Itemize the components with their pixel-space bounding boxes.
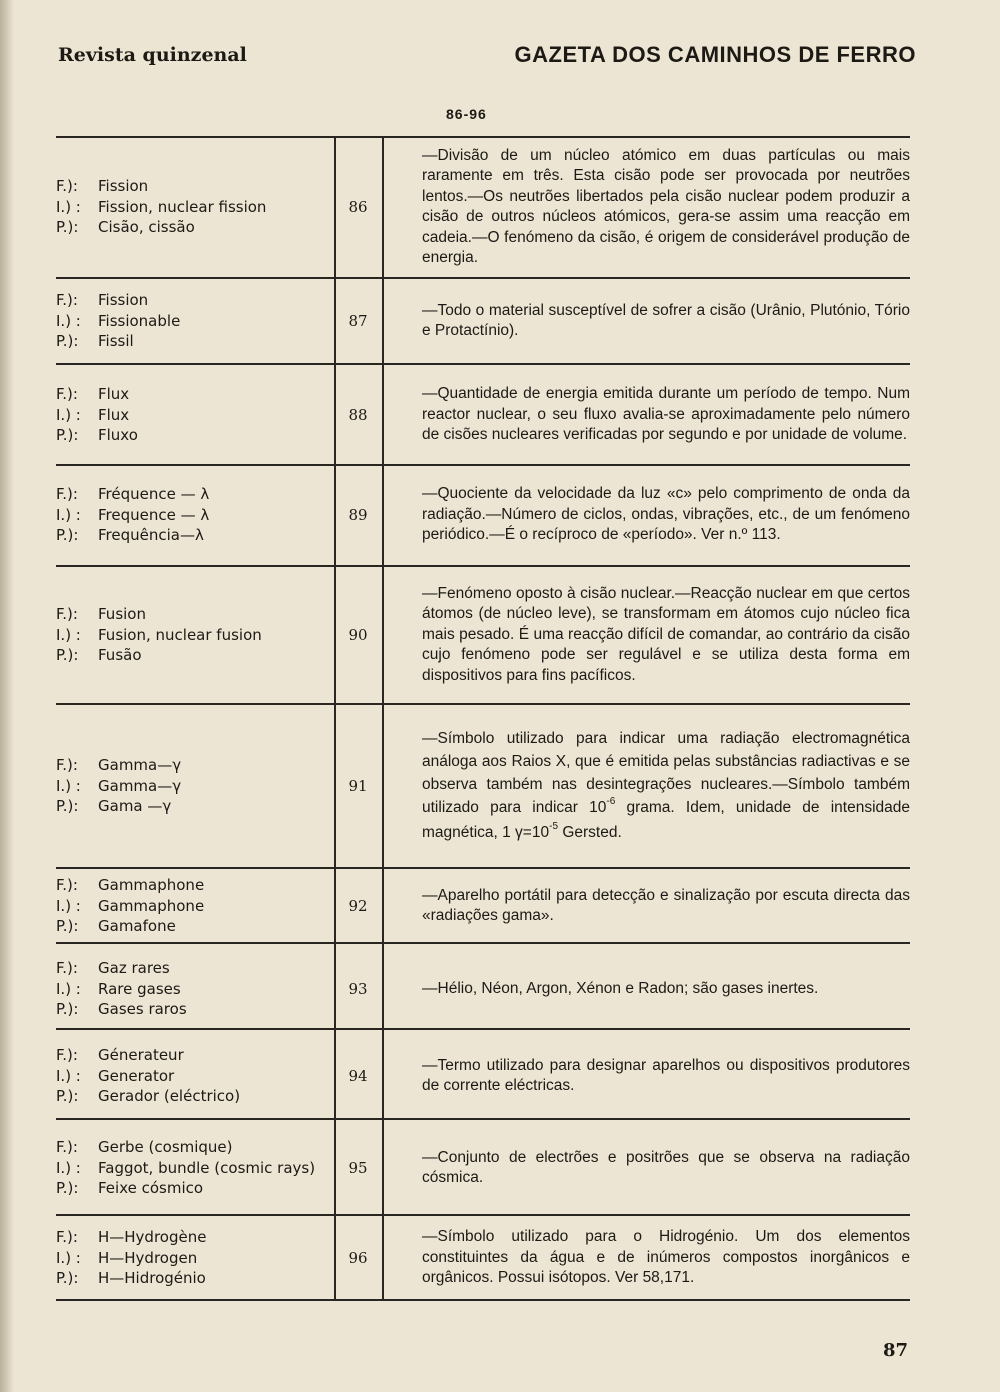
entry-87	[56, 281, 910, 361]
entry-terms	[56, 569, 334, 701]
entry-96	[56, 1218, 910, 1298]
entry-definition: —Símbolo utilizado para o Hidrogénio. Um dos elementos constituintes da água e de inúmeros compostos inorgânicos e orgânicos. Possui isótopos. Ver 58,171.	[422, 1228, 910, 1287]
entry-definition: —Hélio, Néon, Argon, Xénon e Radon; são gases inertes.	[422, 979, 819, 997]
page-number: 87	[882, 1340, 908, 1361]
lang-code: I.) :	[56, 1158, 81, 1177]
lang-code: P.):	[56, 426, 79, 445]
term-french: H—Hydrogène	[98, 1228, 207, 1247]
term-portuguese: Gases raros	[98, 1000, 187, 1019]
row-rule	[56, 867, 910, 869]
term-english: Fission, nuclear fission	[98, 197, 267, 216]
entry-range: 86-96	[446, 106, 487, 122]
entry-number: 93	[348, 980, 368, 998]
lang-code: F.):	[56, 1138, 78, 1157]
lang-code: P.):	[56, 646, 79, 665]
term-english: Faggot, bundle (cosmic rays)	[98, 1158, 316, 1177]
lang-code: F.):	[56, 485, 78, 504]
entry-terms	[56, 707, 334, 865]
lang-code: I.) :	[56, 505, 81, 524]
entry-number: 96	[348, 1249, 368, 1267]
journal-title: GAZETA DOS CAMINHOS DE FERRO	[514, 42, 916, 67]
row-rule	[56, 1214, 910, 1216]
entry-89	[56, 468, 910, 562]
entry-definition: —Divisão de um núcleo atómico em duas partículas ou mais raramente em três. Esta cisão pode ser provocada por neutrões lentos.—Os neutrões libertados pela cisão nuclear podem produzir a cisão de outros núcleos atómicos, gera-se assim uma reacção em cadeia.—O fenómeno da cisão, é origem de considerável produção de energia.	[422, 146, 910, 266]
entry-definition: —Termo utilizado para designar aparelhos ou dispositivos produtores de corrente eléctricas.	[422, 1056, 910, 1094]
lang-code: I.) :	[56, 625, 81, 644]
row-rule	[56, 363, 910, 365]
row-rule	[56, 703, 910, 705]
entry-92	[56, 871, 910, 941]
lang-code: F.):	[56, 177, 78, 196]
term-french: Gerbe (cosmique)	[98, 1138, 233, 1157]
page-edge-shadow	[0, 0, 14, 1392]
entry-definition: —Quantidade de energia emitida durante um período de tempo. Num reactor nuclear, o seu fluxo avalia-se aproximadamente pelo número de cisões nucleares verificadas por segundo e por unidade de volume.	[422, 385, 910, 444]
entry-number: 91	[348, 777, 368, 795]
term-french: Gamma—γ	[98, 756, 182, 775]
term-french: Flux	[98, 385, 130, 404]
term-portuguese: Cisão, cissão	[98, 218, 195, 237]
entry-94	[56, 1036, 910, 1116]
lang-code: F.):	[56, 959, 78, 978]
entry-terms	[56, 140, 334, 274]
lang-code: F.):	[56, 756, 78, 775]
entry-terms	[56, 468, 334, 562]
row-rule	[56, 1299, 910, 1301]
entry-definition: —Aparelho portátil para detecção e sinalização por escuta directa das «radiações gama».	[422, 886, 910, 924]
term-english: Flux	[98, 405, 130, 424]
term-french: Gaz rares	[98, 959, 170, 978]
lang-code: P.):	[56, 1087, 79, 1106]
entry-terms	[56, 952, 334, 1026]
lang-code: P.):	[56, 1179, 79, 1198]
row-rule	[56, 942, 910, 944]
entry-95	[56, 1124, 910, 1212]
entry-definition: —Conjunto de electrões e positrões que se observa na radiação cósmica.	[422, 1148, 910, 1186]
lang-code: P.):	[56, 526, 79, 545]
entry-86	[56, 140, 910, 274]
term-portuguese: Frequência—λ	[98, 526, 204, 545]
lang-code: I.) :	[56, 1248, 81, 1267]
term-portuguese: Feixe cósmico	[98, 1179, 204, 1198]
term-portuguese: Gerador (eléctrico)	[98, 1087, 241, 1106]
lang-code: P.):	[56, 917, 79, 936]
journal-subtitle: Revista quinzenal	[58, 44, 247, 66]
entry-91	[56, 707, 910, 865]
term-french: Fusion	[98, 605, 146, 624]
term-english: Gammaphone	[98, 896, 205, 915]
row-rule	[56, 1028, 910, 1030]
entry-terms	[56, 281, 334, 361]
entry-terms	[56, 871, 334, 941]
entry-number: 89	[348, 506, 368, 524]
row-rule	[56, 464, 910, 466]
lang-code: P.):	[56, 218, 79, 237]
entry-number: 90	[348, 626, 368, 644]
lang-code: F.):	[56, 605, 78, 624]
entry-93	[56, 952, 910, 1026]
lang-code: I.) :	[56, 311, 81, 330]
entry-terms	[56, 1124, 334, 1212]
lang-code: F.):	[56, 876, 78, 895]
term-french: Fréquence — λ	[98, 485, 210, 504]
lang-code: I.) :	[56, 776, 81, 795]
entry-90	[56, 569, 910, 701]
entry-terms	[56, 1036, 334, 1116]
term-english: H—Hydrogen	[98, 1248, 198, 1267]
row-rule	[56, 565, 910, 567]
entry-terms	[56, 367, 334, 463]
term-english: Frequence — λ	[98, 505, 210, 524]
entry-88	[56, 367, 910, 463]
lang-code: I.) :	[56, 197, 81, 216]
row-rule	[56, 1118, 910, 1120]
lang-code: P.):	[56, 1000, 79, 1019]
lang-code: I.) :	[56, 1066, 81, 1085]
term-french: Génerateur	[98, 1046, 184, 1065]
entry-number: 86	[348, 198, 368, 216]
term-portuguese: H—Hidrogénio	[98, 1269, 206, 1288]
row-rule	[56, 277, 910, 279]
lang-code: P.):	[56, 1269, 79, 1288]
lang-code: F.):	[56, 291, 78, 310]
entry-terms	[56, 1218, 334, 1298]
lang-code: I.) :	[56, 896, 81, 915]
row-rule	[56, 136, 910, 138]
term-portuguese: Gama —γ	[98, 797, 172, 816]
term-french: Fission	[98, 177, 149, 196]
entry-number: 95	[348, 1159, 368, 1177]
term-portuguese: Fluxo	[98, 426, 138, 445]
term-english: Fissionable	[98, 311, 181, 330]
term-english: Fusion, nuclear fusion	[98, 625, 262, 644]
lang-code: I.) :	[56, 979, 81, 998]
term-french: Fission	[98, 291, 149, 310]
lang-code: F.):	[56, 385, 78, 404]
entry-number: 87	[348, 312, 368, 330]
entry-definition: —Quociente da velocidade da luz «c» pelo comprimento de onda da radiação.—Número de ciclos, ondas, vibrações, etc., de um fenómeno periódico.—É o recíproco de «período». Ver n.º 113.	[422, 485, 910, 544]
lang-code: I.) :	[56, 405, 81, 424]
term-portuguese: Fissil	[98, 332, 134, 351]
term-portuguese: Fusão	[98, 646, 142, 665]
entry-definition: —Símbolo utilizado para indicar uma radiação electromagnética análoga aos Raios X, que é emitida pelas substâncias radiactivas e se observa também nas desintegrações nucleares.—Símbolo também utilizado para indicar $10^{-6}$ grama. Idem, unidade de intensidade magnética, 1 $\gamma=10^{-5}$ Gersted.	[422, 729, 910, 841]
lang-code: F.):	[56, 1228, 78, 1247]
lang-code: P.):	[56, 332, 79, 351]
lang-code: F.):	[56, 1046, 78, 1065]
entry-number: 94	[348, 1067, 368, 1085]
term-english: Rare gases	[98, 979, 181, 998]
term-english: Generator	[98, 1066, 175, 1085]
entry-number: 88	[348, 406, 368, 424]
entry-definition: —Todo o material susceptível de sofrer a cisão (Urânio, Plutónio, Tório e Protactínio).	[422, 301, 910, 339]
term-english: Gamma—γ	[98, 776, 182, 795]
entry-definition: —Fenómeno oposto à cisão nuclear.—Reacção nuclear em que certos átomos (de núcleo leve), se transformam em átomos cujo núcleo fica mais pesado. É uma reacção difícil de comandar, ao contrário da cisão cujo fenómeno pode ser regulável e se utiliza desta forma em dispositivos para fins pacíficos.	[422, 584, 910, 684]
term-french: Gammaphone	[98, 876, 205, 895]
term-portuguese: Gamafone	[98, 917, 176, 936]
lang-code: P.):	[56, 797, 79, 816]
entry-number: 92	[348, 897, 368, 915]
